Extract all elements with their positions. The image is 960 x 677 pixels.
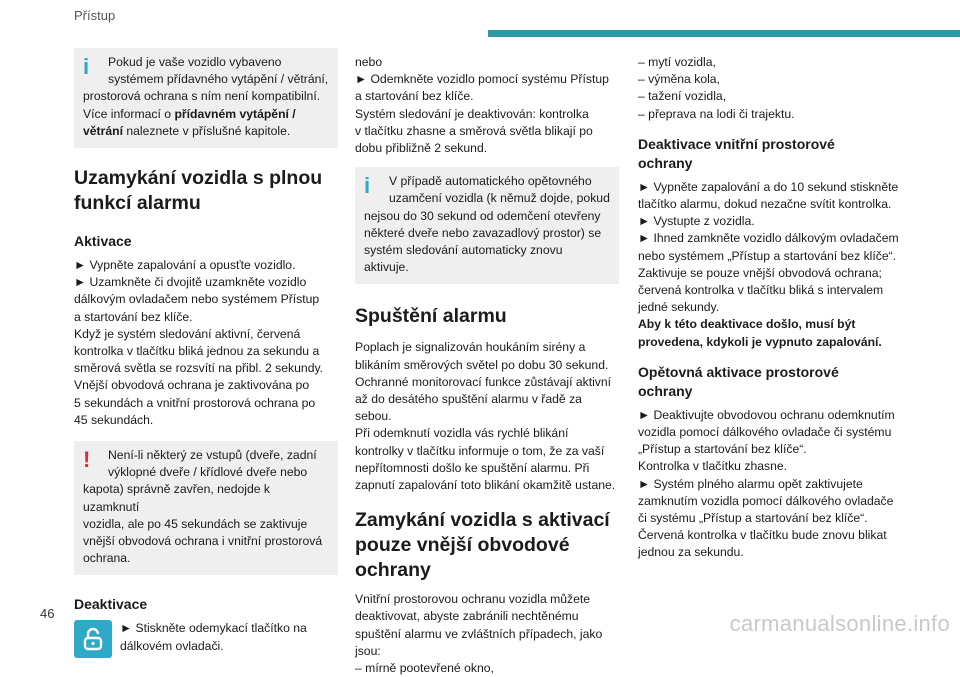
info-line: větrání naleznete v příslušné kapitole. <box>83 123 291 138</box>
unlock-padlock-icon <box>74 620 112 658</box>
list-item: – výměna kola, <box>638 72 720 87</box>
list-item: – mytí vozidla, <box>638 55 716 69</box>
perimeter-text: Vnitřní prostorovou ochranu vozidla můžete deaktivovat, abyste zabránili nechtěnému spuštění alarmu ve zvláštních případech, jako jsou: – mírně pootevřené okno, <box>355 592 603 676</box>
subheading-reactivate-interior: Opětovná aktivace prostorové ochrany <box>638 363 839 399</box>
info-box-heating <box>74 48 338 148</box>
info-box-relock: i V případě automatického opětovného uzamčení vozidla (k němuž dojde, pokud nejsou do 30 sekund od odemčení otevřeny některé dveře nebo zavazadlový prostor) se systém sledování automaticky znovu aktivuje. <box>355 167 619 284</box>
subheading-deactivate-interior: Deaktivace vnitřní prostorové ochrany <box>638 135 835 171</box>
warning-icon: ! <box>83 447 91 473</box>
info-line: Pokud je vaše vozidlo vybaveno <box>108 55 282 69</box>
watermark: carmanualsonline.info <box>729 611 950 636</box>
info-icon: i <box>364 173 371 199</box>
column-1 <box>74 48 338 658</box>
info-icon: i <box>83 54 90 79</box>
page-number: 46 <box>40 606 55 621</box>
deactivation-text-cont: nebo ► Odemkněte vozidlo pomocí systému Přístup a startování bez klíče. Systém sledování je deaktivován: kontrolka v tlačítku zhasne a směrová světla blikají po dobu přibližně 2 sekund. <box>355 55 609 156</box>
column-2 <box>355 54 619 677</box>
subheading-activation: Aktivace <box>74 233 132 250</box>
deactivate-interior-text: ► Vypněte zapalování a do 10 sekund stiskněte tlačítko alarmu, dokud nezačne svítit kontrolka. ► Vystupte z vozidla. ► Ihned zamkněte vozidlo dálkovým ovladačem nebo systémem „Přístup a startování bez klíče“. Zaktivuje se pouze vnější obvodová ochrana; červená kontrolka v tlačítku bliká s intervalem jedné sekundy. Aby k této deaktivace došlo, musí být provedena, kdykoli je vypnuto zapalování. <box>638 179 899 349</box>
header-accent-bar <box>488 30 960 37</box>
section-heading-alarm-trigger: Spuštění alarmu <box>355 305 507 328</box>
list-item: – tažení vozidla, <box>638 89 727 104</box>
info-line: prostorová ochrana s ním není kompatibilní. <box>83 89 321 104</box>
list-item: – přeprava na lodi či trajektu. <box>638 106 795 121</box>
situations-list <box>638 54 902 123</box>
section-heading-perimeter-only: Zamykání vozidla s aktivací pouze vnější obvodové ochrany <box>355 509 610 582</box>
reactivate-interior-text: ► Deaktivujte obvodovou ochranu odemknutím vozidla pomocí dálkového ovladače či systému „Přístup a startování bez klíče“. Kontrolka v tlačítku zhasne. ► Systém plného alarmu opět zaktivujete zamknutím vozidla pomocí dálkového ovladače či systému „Přístup a startování bez klíče“. Červená kontrolka v tlačítku bude znovu blikat jednou za sekundu. <box>638 407 895 560</box>
alarm-trigger-text: Poplach je signalizován houkáním sirény a blikáním směrových světel po dobu 30 sekund. Ochranné monitorovací funkce zůstávají aktivní až do desátého spuštění alarmu v řadě za sebou. Při odemknutí vozidla vás rychlé blikání kontrolky v tlačítku informuje o tom, že za vaší nepřítomnosti došlo ke spuštění alarmu. Při zapnutí zapalování toto blikání okamžitě ustane. <box>355 340 616 493</box>
running-header: Přístup <box>74 8 116 23</box>
warning-box-entries: ! Není-li některý ze vstupů (dveře, zadní výklopné dveře / křídlové dveře nebo kapota) správně zavřen, nedojde k uzamknutí vozidla, ale po 45 sekundách se zaktivuje vnější obvodová ochrana i vnitřní prostorová ochrana. <box>74 441 338 575</box>
column-3 <box>638 54 902 562</box>
section-heading-full-alarm: Uzamykání vozidla s plnou funkcí alarmu <box>74 167 323 215</box>
info-line: Více informací o přídavném vytápění / <box>83 106 296 121</box>
unlock-instruction: ► Stiskněte odemykací tlačítko na dálkovém ovladači. <box>74 620 338 658</box>
subheading-deactivation: Deaktivace <box>74 596 148 613</box>
info-line: systémem přídavného vytápění / větrání, <box>108 72 329 87</box>
activation-text: ► Vypněte zapalování a opusťte vozidlo. ► Uzamkněte či dvojitě uzamkněte vozidlo dálkovým ovladačem nebo systémem Přístup a startování bez klíče. Když je systém sledování aktivní, červená kontrolka v tlačítku bliká jednou za sekundu a směrová světla se rozsvítí na přibl. 2 sekundy. Vnější obvodová ochrana je zaktivována po 5 sekundách a vnitřní prostorová ochrana po 45 sekundách. <box>74 258 324 427</box>
